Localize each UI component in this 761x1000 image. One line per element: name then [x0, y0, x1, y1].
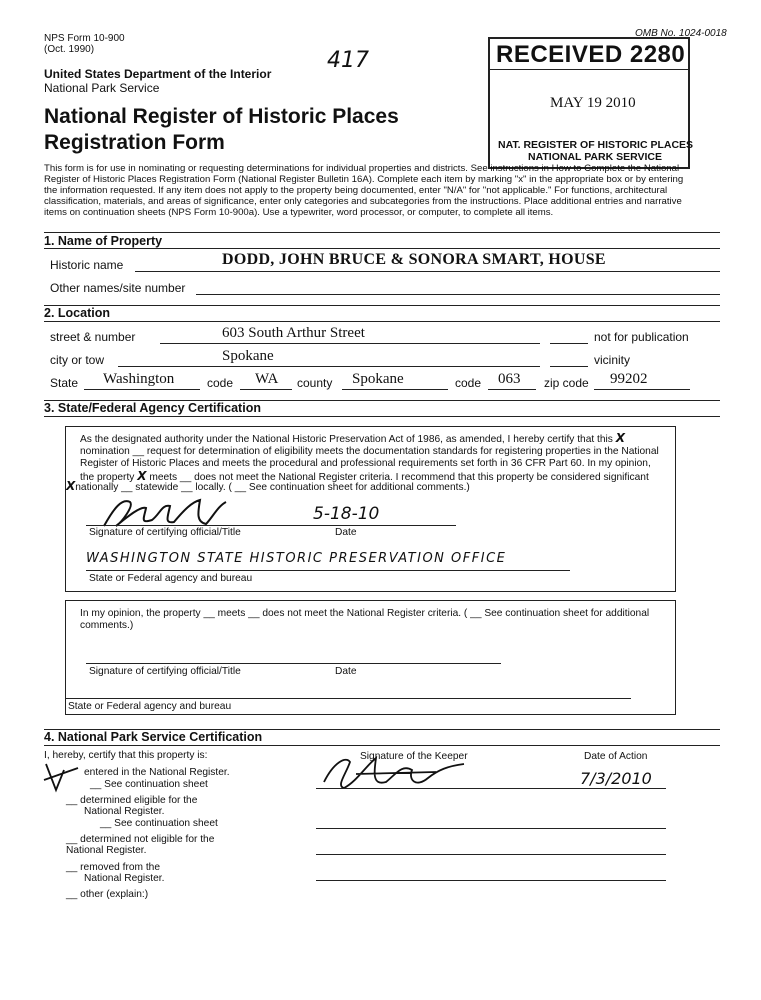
county-code-label: code: [455, 376, 482, 390]
agency-line[interactable]: [66, 698, 631, 699]
signature-line[interactable]: [86, 663, 501, 664]
cert-line: nationally __ statewide __ locally. ( __ See continuation sheet for additional comments.): [75, 482, 470, 493]
keeper-line[interactable]: [316, 828, 666, 829]
instructions-line: items on continuation sheets (NPS Form 10-900a). Use a typewriter, word processor, or computer, to complete all items.: [44, 207, 554, 218]
instructions-line: This form is for use in nominating or requesting determinations for individual properties and districts. See instructions in How to Complete the National: [44, 163, 680, 174]
stamp-line1: NAT. REGISTER OF HISTORIC PLACES: [498, 139, 694, 151]
section2-heading: 2. Location: [44, 306, 110, 320]
nomination-x-mark[interactable]: X: [615, 431, 625, 445]
received-stamp: [488, 37, 694, 169]
section3-heading: 3. State/Federal Agency Certification: [44, 401, 261, 415]
opinion-line: In my opinion, the property __ meets __ does not meet the National Register criteria. ( __ See continuation sheet for additional: [80, 608, 650, 619]
street-line: [160, 343, 540, 344]
signature-date: 5-18-10: [313, 504, 380, 524]
street-label: street & number: [50, 330, 136, 344]
meets-x-mark[interactable]: X: [137, 469, 147, 483]
section-rule: [44, 248, 720, 249]
option-entered-continuation[interactable]: __ See continuation sheet: [90, 779, 208, 790]
option-removed[interactable]: __ removed from the: [66, 862, 160, 873]
instructions: [44, 163, 724, 218]
option-not-eligible-2: National Register.: [66, 845, 147, 856]
option-removed-2: National Register.: [84, 873, 165, 884]
entered-check-mark[interactable]: [42, 760, 82, 796]
section-rule: [44, 232, 720, 233]
agency-handwritten: WASHINGTON STATE HISTORIC PRESERVATION OFFICE: [86, 551, 507, 566]
option-determined-eligible-2: National Register.: [84, 806, 165, 817]
service-name: National Park Service: [44, 81, 160, 95]
vicinity-label: vicinity: [594, 353, 631, 367]
state-code-label: code: [207, 376, 234, 390]
section-rule: [44, 321, 720, 322]
county-code-value[interactable]: 063: [498, 371, 521, 387]
date-label: Date: [335, 527, 357, 538]
signature-label: Signature of certifying official/Title: [89, 527, 241, 538]
cert-line: Register of Historic Places and meets the procedural and professional requirements set forth in 36 CFR Part 60. In my opinion,: [80, 458, 651, 469]
cert-line: As the designated authority under the National Historic Preservation Act of 1986, as amended, I hereby certify that this: [80, 434, 613, 445]
agency-label: State or Federal agency and bureau: [68, 701, 232, 712]
city-label: city or tow: [50, 353, 105, 367]
section4-heading: 4. National Park Service Certification: [44, 730, 263, 744]
cert-line: the property: [80, 472, 135, 483]
historic-name-value[interactable]: DODD, JOHN BRUCE & SONORA SMART, HOUSE: [222, 251, 606, 268]
page-subtitle: Registration Form: [44, 131, 225, 154]
form-number: NPS Form 10-900: [44, 33, 125, 44]
signature-line: [86, 525, 456, 526]
option-entered: entered in the National Register.: [84, 767, 230, 778]
section-rule: [44, 305, 720, 306]
opinion-text: [80, 608, 649, 632]
stamp-received: RECEIVED 2280: [496, 41, 686, 68]
state-code-value[interactable]: WA: [255, 371, 279, 387]
department-name: United States Department of the Interior: [44, 67, 272, 81]
agency-line: [86, 570, 570, 571]
option-not-eligible[interactable]: __ determined not eligible for the: [66, 834, 215, 845]
keeper-signature-line: [316, 788, 666, 789]
date-label: Date: [335, 666, 357, 677]
stamp-divider: [490, 69, 688, 70]
not-for-publication-label: not for publication: [594, 330, 689, 344]
option-eligible-continuation[interactable]: __ See continuation sheet: [100, 818, 218, 829]
section-rule: [44, 745, 720, 746]
date-action-label: Date of Action: [584, 751, 648, 762]
page-title: National Register of Historic Places: [44, 105, 399, 128]
option-determined-eligible[interactable]: __ determined eligible for the: [66, 795, 198, 806]
zip-value[interactable]: 99202: [610, 371, 648, 387]
historic-name-label: Historic name: [50, 258, 124, 272]
nationally-x-mark[interactable]: X: [66, 479, 76, 493]
state-label: State: [50, 376, 79, 390]
state-certification-text: [80, 432, 670, 484]
other-names-label: Other names/site number: [50, 281, 186, 295]
signature-label: Signature of certifying official/Title: [89, 666, 241, 677]
historic-name-line: [135, 271, 720, 272]
other-names-line[interactable]: [196, 294, 720, 295]
instructions-line: classification, materials, and areas of significance, enter only categories and subcategories from the instructions. Place additional entries and narrative: [44, 196, 682, 207]
county-value[interactable]: Spokane: [352, 371, 404, 387]
agency-label: State or Federal agency and bureau: [89, 573, 253, 584]
cert-line: meets __ does not meet the National Register criteria. I recommend that this property be considered significant: [149, 472, 649, 483]
state-line: [84, 389, 200, 390]
cert-significance-row: [66, 480, 470, 494]
opinion-line: comments.): [80, 620, 134, 631]
vicinity-checkbox[interactable]: [550, 366, 588, 367]
omb-number: OMB No. 1024-0018: [635, 28, 727, 39]
handwritten-number: 417: [327, 48, 369, 73]
keeper-line[interactable]: [316, 880, 666, 881]
keeper-line[interactable]: [316, 854, 666, 855]
state-value[interactable]: Washington: [103, 371, 175, 387]
date-of-action-value: 7/3/2010: [580, 769, 652, 788]
city-line: [118, 366, 540, 367]
stamp-date: MAY 19 2010: [550, 95, 636, 111]
city-value[interactable]: Spokane: [222, 348, 274, 364]
not-for-publication-checkbox[interactable]: [550, 343, 588, 344]
option-other[interactable]: __ other (explain:): [66, 889, 149, 900]
zip-label: zip code: [544, 376, 589, 390]
county-code-line: [488, 389, 536, 390]
nps-cert-intro: I, hereby, certify that this property is:: [44, 750, 208, 761]
instructions-line: Register of Historic Places Registration Form (National Register Bulletin 16A). Complete each item by marking "x" in the appropriate box or by entering: [44, 174, 684, 185]
county-line: [342, 389, 448, 390]
instructions-line: the information requested. If any item does not apply to the property being documented, enter "N/A" for "not applicable." For functions, architectural: [44, 185, 668, 196]
county-label: county: [297, 376, 333, 390]
street-value[interactable]: 603 South Arthur Street: [222, 325, 365, 341]
keeper-label: Signature of the Keeper: [360, 751, 468, 762]
form-date: (Oct. 1990): [44, 44, 95, 55]
state-code-line: [240, 389, 292, 390]
zip-line: [594, 389, 690, 390]
section1-heading: 1. Name of Property: [44, 234, 163, 248]
cert-line: nomination __ request for determination of eligibility meets the documentation standards for registering properties in the National: [80, 446, 659, 457]
section-rule: [44, 416, 720, 417]
stamp-line2: NATIONAL PARK SERVICE: [528, 151, 662, 163]
